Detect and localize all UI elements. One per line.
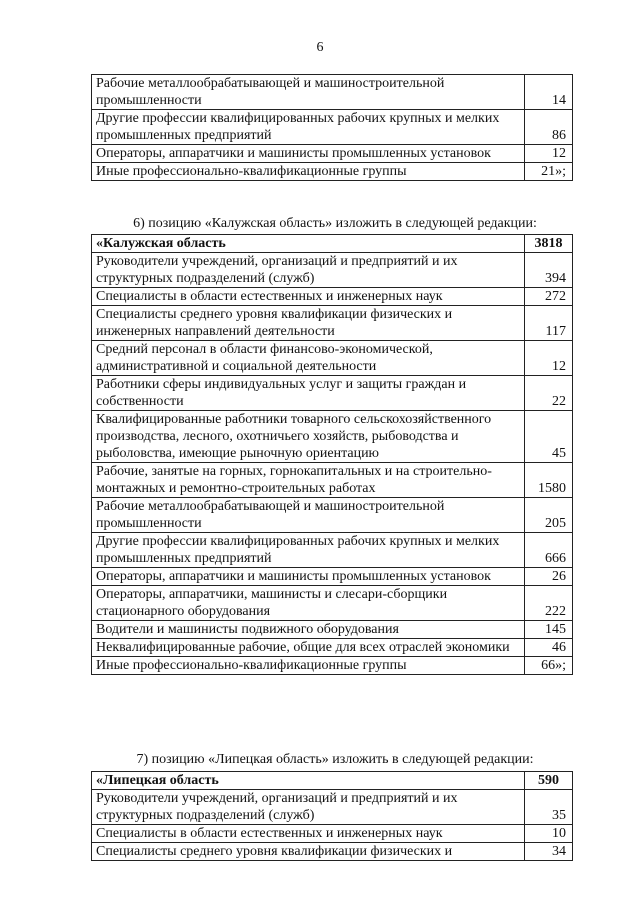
occupation-group-cell: Рабочие металлообрабатывающей и машиностроительной промышленности [92, 75, 525, 110]
table-row [92, 533, 573, 568]
table-row [92, 790, 573, 825]
table-row [92, 411, 573, 463]
region-total-cell: 590 [525, 772, 573, 790]
occupation-group-cell: Специалисты среднего уровня квалификации физических и [92, 843, 525, 861]
quota-value-cell: 12 [525, 341, 573, 376]
table-row [92, 463, 573, 498]
page-number: 6 [316, 40, 324, 55]
table-header-row [92, 235, 573, 253]
quota-value-cell: 34 [525, 843, 573, 861]
table-row [92, 253, 573, 288]
table-row [92, 163, 573, 181]
occupation-group-cell: Специалисты в области естественных и инженерных наук [92, 825, 525, 843]
region-name-cell: «Липецкая область [92, 772, 525, 790]
occupation-group-cell: Рабочие металлообрабатывающей и машиностроительной промышленности [92, 498, 525, 533]
quota-value-cell: 26 [525, 568, 573, 586]
quota-value-cell: 145 [525, 621, 573, 639]
quota-value-cell: 666 [525, 533, 573, 568]
quota-value-cell: 117 [525, 306, 573, 341]
occupation-group-cell: Работники сферы индивидуальных услуг и защиты граждан и собственности [92, 376, 525, 411]
occupation-group-cell: Иные профессионально-квалификационные группы [92, 657, 525, 675]
occupation-group-cell: Операторы, аппаратчики и машинисты промышленных установок [92, 568, 525, 586]
table-row [92, 306, 573, 341]
occupation-group-cell: Иные профессионально-квалификационные группы [92, 163, 525, 181]
quota-value-cell: 46 [525, 639, 573, 657]
occupation-group-cell: Другие профессии квалифицированных рабочих крупных и мелких промышленных предприятий [92, 110, 525, 145]
table-row [92, 376, 573, 411]
table-header-row [92, 772, 573, 790]
region-total-cell: 3818 [525, 235, 573, 253]
occupation-group-cell: Водители и машинисты подвижного оборудования [92, 621, 525, 639]
occupation-group-cell: Рабочие, занятые на горных, горнокапитальных и на строительно-монтажных и ремонтно-строительных работах [92, 463, 525, 498]
quota-value-cell: 272 [525, 288, 573, 306]
table-row [92, 75, 573, 110]
table-continued [91, 74, 573, 181]
occupation-group-cell: Средний персонал в области финансово-экономической, административной и социальной деятельности [92, 341, 525, 376]
quota-value-cell: 45 [525, 411, 573, 463]
occupation-group-cell: Квалифицированные работники товарного сельскохозяйственного производства, лесного, охотничьего хозяйств, рыбоводства и рыболовства, имеющие рыночную ориентацию [92, 411, 525, 463]
occupation-group-cell: Операторы, аппаратчики и машинисты промышленных установок [92, 145, 525, 163]
table-kaluga-region [91, 234, 573, 675]
quota-value-cell: 35 [525, 790, 573, 825]
table-row [92, 843, 573, 861]
occupation-group-cell: Специалисты в области естественных и инженерных наук [92, 288, 525, 306]
table-row [92, 621, 573, 639]
quota-value-cell: 14 [525, 75, 573, 110]
table-lipetsk-region [91, 771, 573, 861]
quota-value-cell: 394 [525, 253, 573, 288]
quota-value-cell: 1580 [525, 463, 573, 498]
quota-value-cell: 10 [525, 825, 573, 843]
occupation-group-cell: Другие профессии квалифицированных рабочих крупных и мелких промышленных предприятий [92, 533, 525, 568]
table-row [92, 288, 573, 306]
region-name-cell: «Калужская область [92, 235, 525, 253]
occupation-group-cell: Руководители учреждений, организаций и предприятий и их структурных подразделений (служб) [92, 790, 525, 825]
quota-value-cell: 22 [525, 376, 573, 411]
quota-value-cell: 12 [525, 145, 573, 163]
table-row [92, 586, 573, 621]
occupation-group-cell: Руководители учреждений, организаций и предприятий и их структурных подразделений (служб) [92, 253, 525, 288]
quota-value-cell: 86 [525, 110, 573, 145]
section-7-intro: 7) позицию «Липецкая область» изложить в следующей редакции: [136, 752, 534, 767]
table-row [92, 825, 573, 843]
table-row [92, 498, 573, 533]
table-row [92, 568, 573, 586]
occupation-group-cell: Неквалифицированные рабочие, общие для всех отраслей экономики [92, 639, 525, 657]
table-row [92, 341, 573, 376]
table-row [92, 657, 573, 675]
table-row [92, 639, 573, 657]
quota-value-cell: 66»; [525, 657, 573, 675]
quota-value-cell: 21»; [525, 163, 573, 181]
occupation-group-cell: Специалисты среднего уровня квалификации физических и инженерных направлений деятельности [92, 306, 525, 341]
quota-value-cell: 205 [525, 498, 573, 533]
table-row [92, 145, 573, 163]
quota-value-cell: 222 [525, 586, 573, 621]
section-6-intro: 6) позицию «Калужская область» изложить в следующей редакции: [133, 216, 537, 231]
table-row [92, 110, 573, 145]
occupation-group-cell: Операторы, аппаратчики, машинисты и слесари-сборщики стационарного оборудования [92, 586, 525, 621]
